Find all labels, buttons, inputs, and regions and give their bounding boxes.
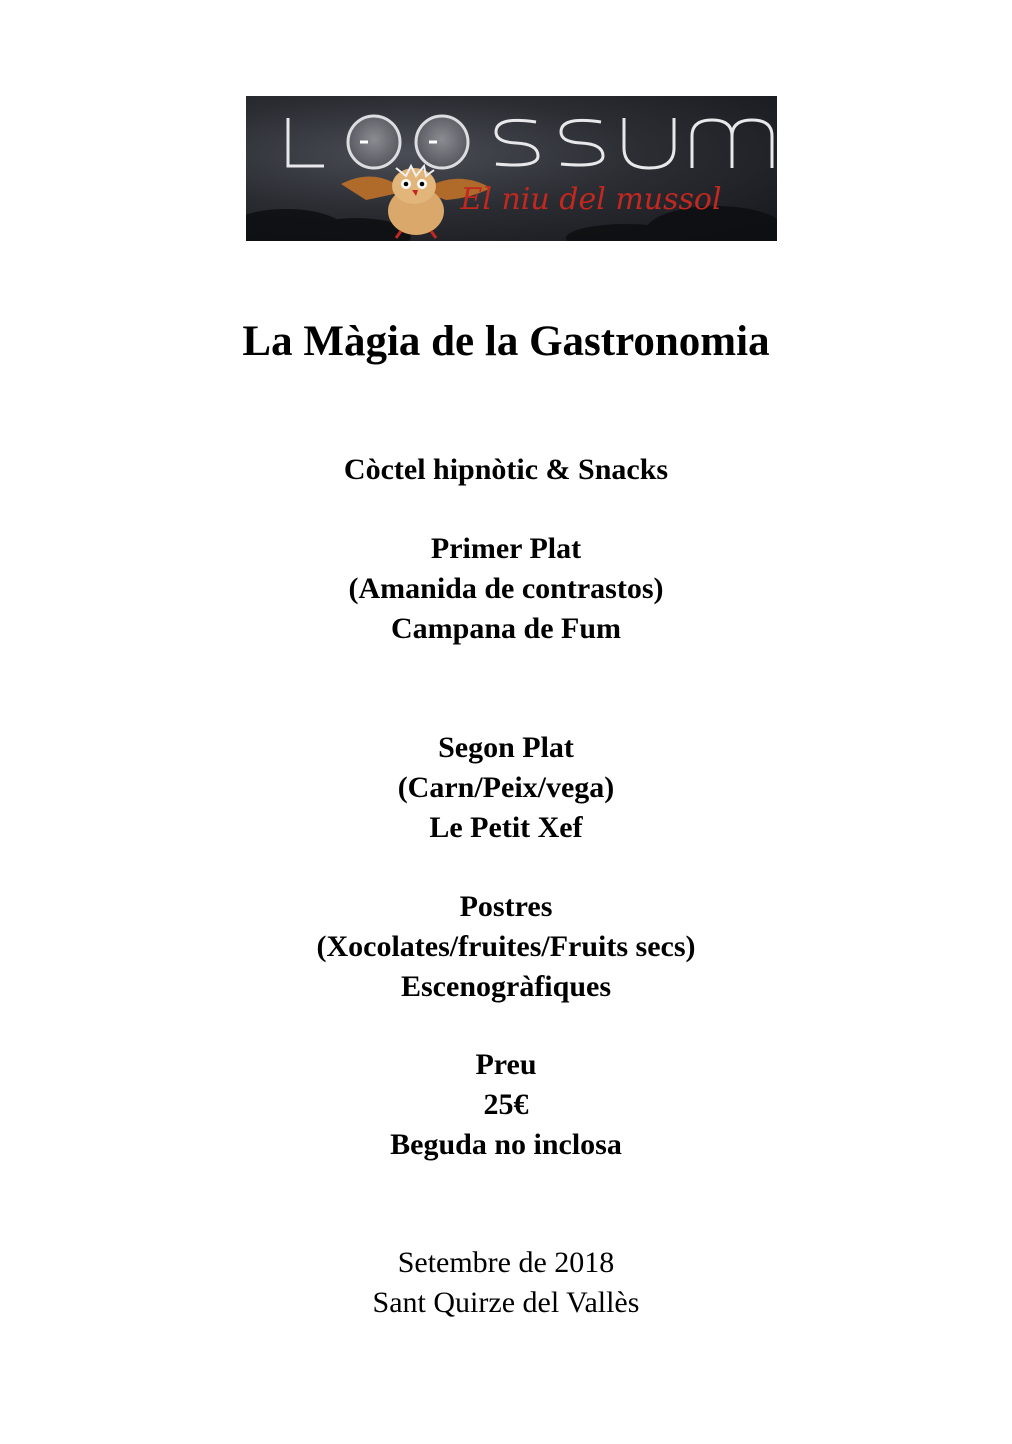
first-course-detail: (Amanida de contrastos) [348,572,664,605]
dessert-section [0,887,1012,1007]
first-course-section [0,529,1012,649]
price-amount: 25€ [483,1088,529,1121]
footer-date: Setembre de 2018 [397,1246,615,1279]
dessert-detail: (Xocolates/fruites/Fruits secs) [316,930,696,963]
footer-place: Sant Quirze del Vallès [372,1286,640,1319]
dessert-heading: Postres [459,890,553,923]
brand-lettering [288,116,772,168]
first-course-name: Campana de Fum [390,612,622,645]
footer [0,1243,1012,1323]
second-course-detail: (Carn/Peix/vega) [397,771,615,804]
second-course-heading: Segon Plat [438,731,574,764]
page-title: La Màgia de la Gastronomia [242,318,770,365]
cocktail-line: Còctel hipnòtic & Snacks [343,453,669,486]
price-section [0,1045,1012,1165]
logo-tagline: El niu del mussol [460,182,722,217]
price-heading: Preu [475,1048,537,1081]
logo-artwork [246,96,777,241]
restaurant-logo [246,96,777,241]
second-course-name: Le Petit Xef [429,811,583,844]
second-course-section [0,728,1012,848]
price-note: Beguda no inclosa [390,1128,622,1161]
first-course-heading: Primer Plat [430,532,582,565]
cocktail-section [0,450,1012,490]
dessert-name: Escenogràfiques [401,970,611,1003]
